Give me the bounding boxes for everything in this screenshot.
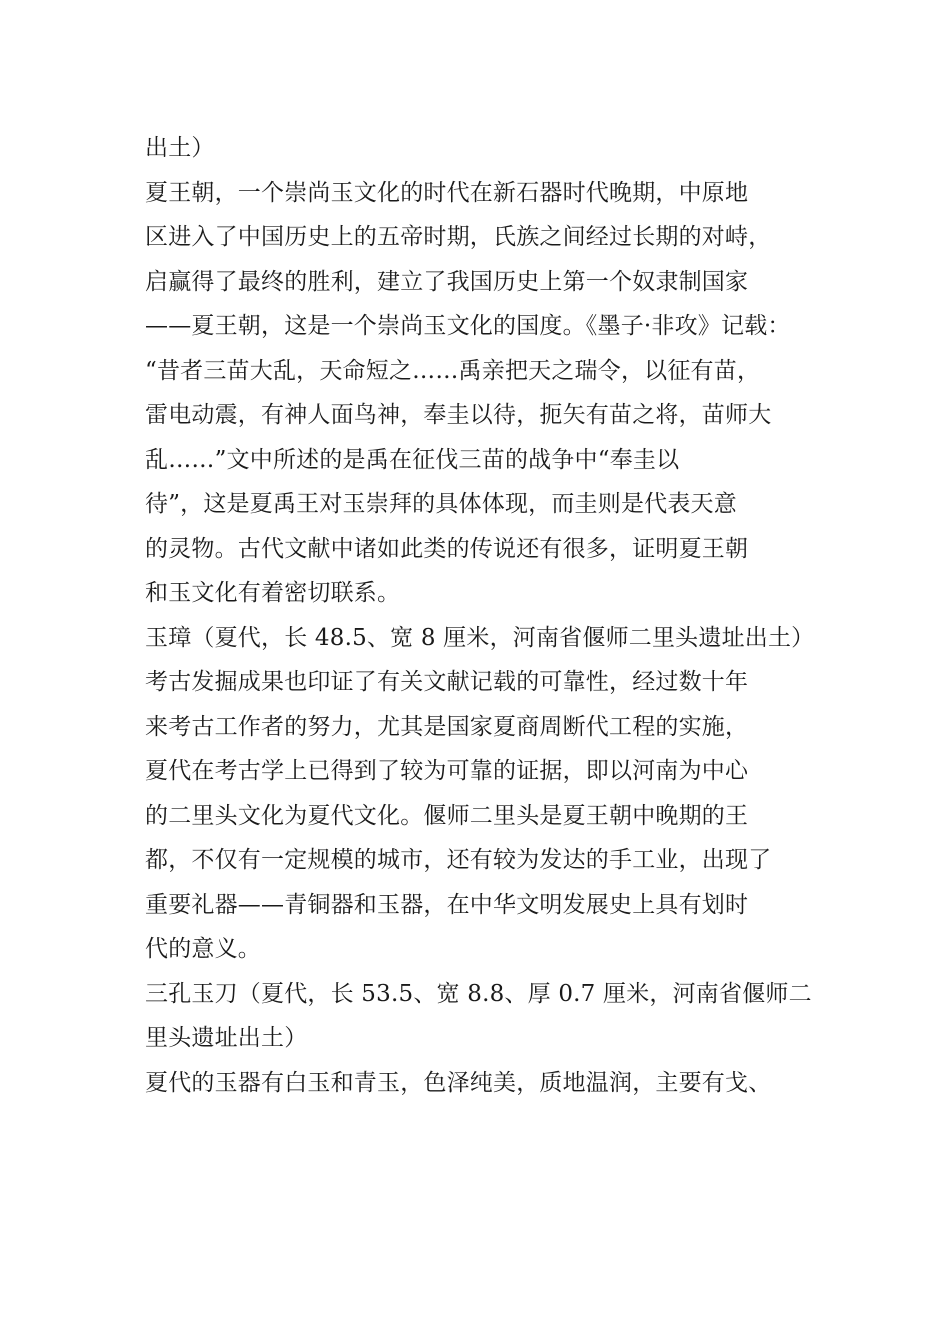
text-line: 出土） [145,135,215,161]
text-line: 夏王朝，一个崇尚玉文化的时代在新石器时代晚期，中原地 [145,179,749,206]
text-line: 夏代在考古学上已得到了较为可靠的证据，即以河南为中心 [145,758,749,784]
text-line: 和玉文化有着密切联系。 [145,580,401,606]
text-line: 区进入了中国历史上的五帝时期，氏族之间经过长期的对峙， [145,224,772,250]
text-line: 启赢得了最终的胜利，建立了我国历史上第一个奴隶制国家 [145,268,749,295]
text-line: 考古发掘成果也印证了有关文献记载的可靠性，经过数十年 [145,669,749,695]
caption-line: 里头遗址出土） [145,1025,308,1051]
caption-line: 玉璋（夏代，长 48.5、宽 8 厘米，河南省偃师二里头遗址出土） [145,624,815,651]
text-line: 代的意义。 [145,936,261,962]
caption-line: 三孔玉刀（夏代，长 53.5、宽 8.8、厚 0.7 厘米，河南省偃师二 [145,980,812,1007]
text-line: “昔者三苗大乱，天命短之……禹亲把天之瑞令，以征有苗， [145,357,761,384]
document-body [145,126,835,1105]
text-line: 来考古工作者的努力，尤其是国家夏商周断代工程的实施， [145,713,749,740]
text-line: 都，不仅有一定规模的城市，还有较为发达的手工业，出现了 [145,847,772,873]
text-line: 夏代的玉器有白玉和青玉，色泽纯美，质地温润，主要有戈、 [145,1069,772,1096]
text-line: 的灵物。古代文献中诸如此类的传说还有很多，证明夏王朝 [145,535,749,562]
text-line: 雷电动震，有神人面鸟神，奉圭以待，扼矢有苗之将，苗师大 [145,402,772,428]
text-line: 重要礼器——青铜器和玉器，在中华文明发展史上具有划时 [145,891,749,918]
text-line: 乱……”文中所述的是禹在征伐三苗的战争中“奉圭以 [145,446,680,473]
text-line: 待”，这是夏禹王对玉崇拜的具体体现，而圭则是代表天意 [145,491,737,517]
text-line: 的二里头文化为夏代文化。偃师二里头是夏王朝中晚期的王 [145,802,749,829]
text-line: ——夏王朝，这是一个崇尚玉文化的国度。《墨子·非攻》记载： [145,313,791,339]
